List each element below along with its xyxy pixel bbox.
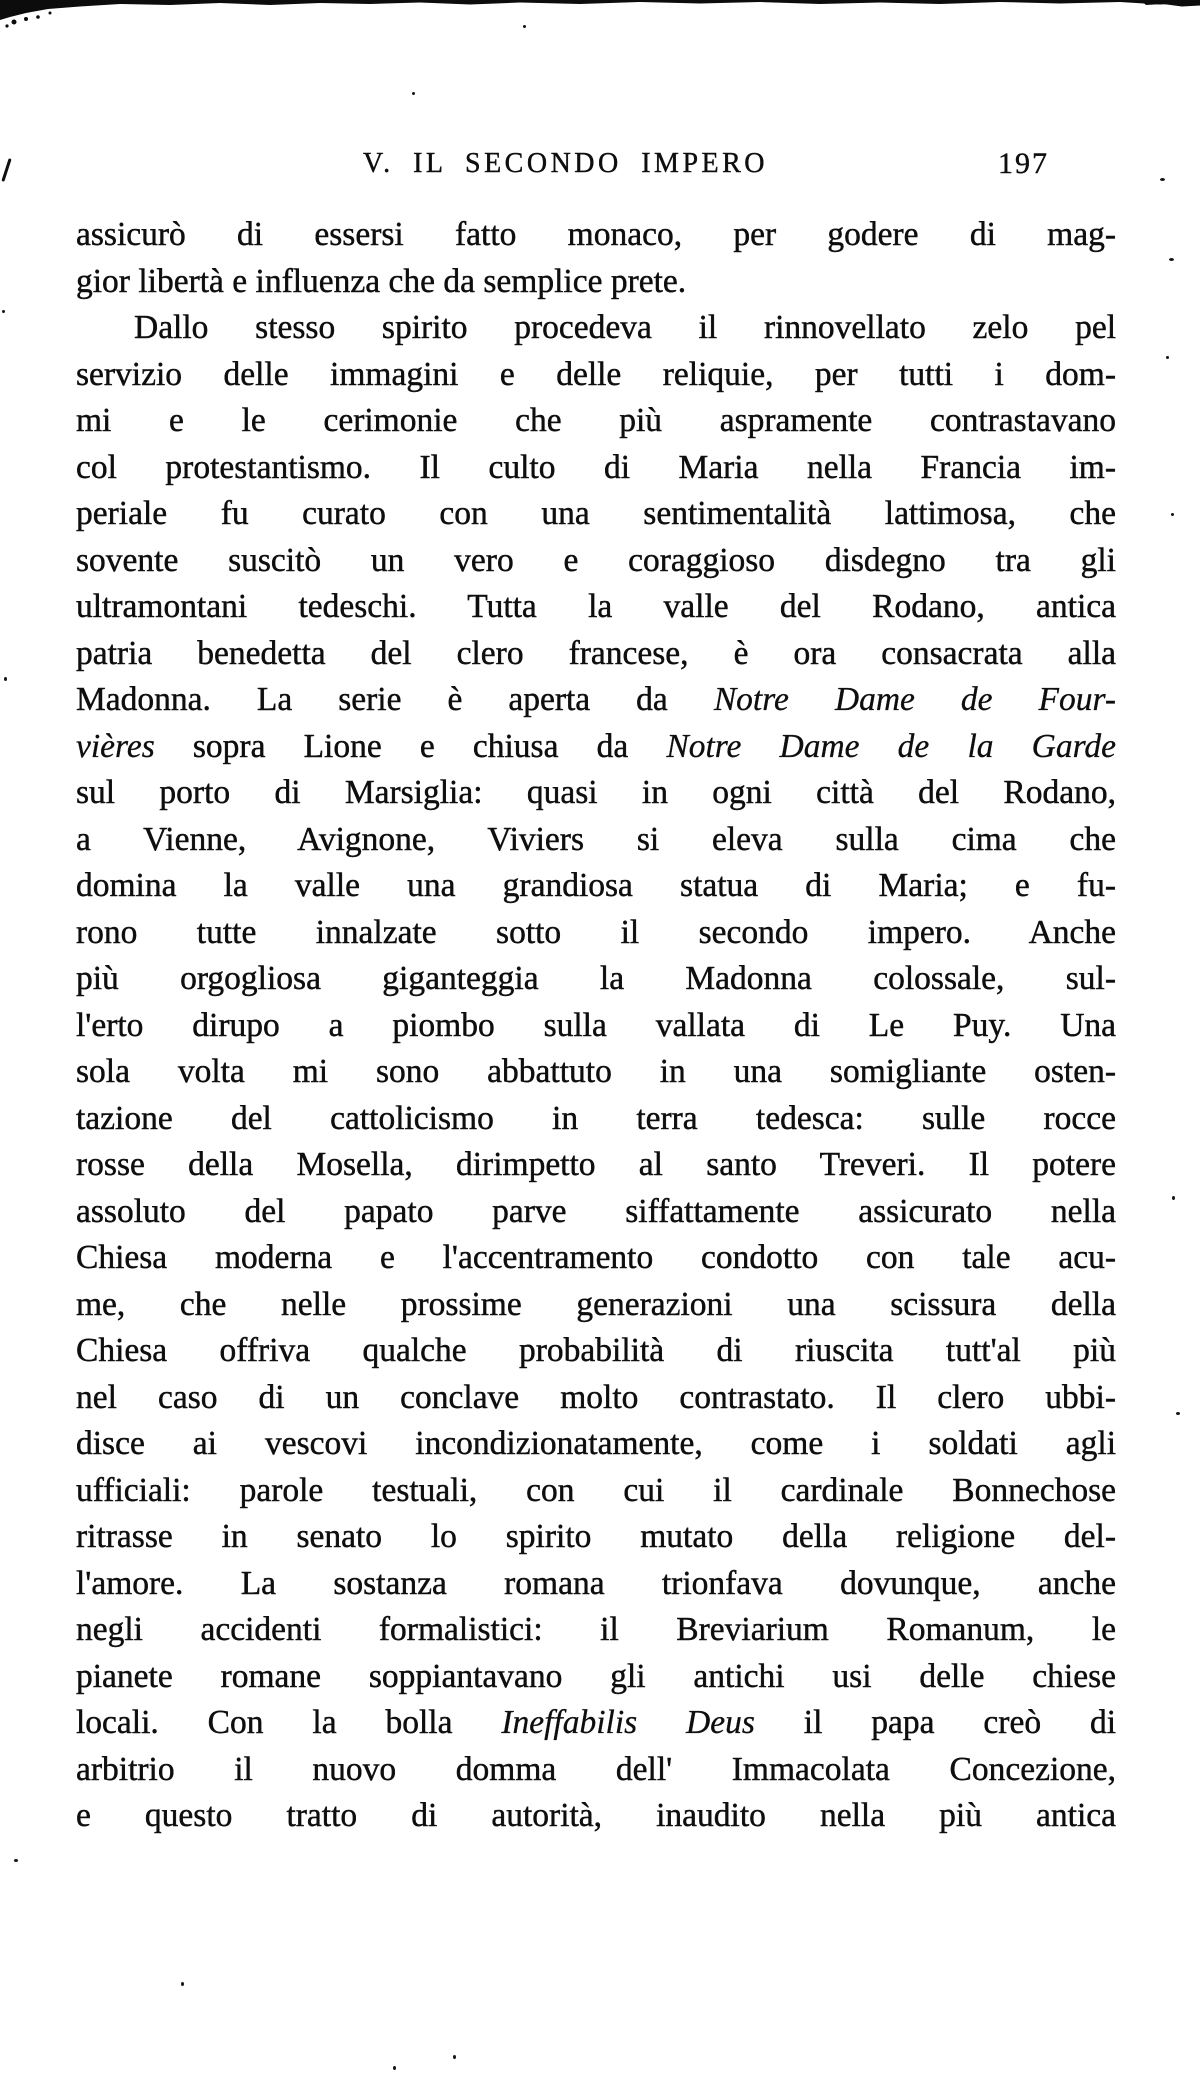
- text-line: a Vienne, Avignone, Viviers si eleva sulla cima che: [76, 820, 1116, 858]
- text-line: patria benedetta del clero francese, è ora consacrata alla: [76, 634, 1116, 672]
- text-line: e questo tratto di autorità, inaudito nella più antica: [76, 1797, 1116, 1834]
- text-line: mi e le cerimonie che più aspramente contrastavano: [76, 402, 1116, 439]
- text-line: l'amore. La sostanza romana trionfava dovunque, anche: [76, 1564, 1116, 1602]
- ink-speck: [181, 1982, 184, 1986]
- ink-speck: [412, 92, 415, 95]
- text-line: me, che nelle prossime generazioni una scissura della: [76, 1285, 1116, 1323]
- page-number: 197: [998, 147, 1049, 180]
- text-line: ritrasse in senato lo spirito mutato della religione del-: [76, 1518, 1116, 1555]
- text-line: periale fu curato con una sentimentalità lattimosa, che: [76, 495, 1116, 532]
- ink-speck: [1169, 258, 1174, 261]
- ink-speck: [14, 1859, 18, 1862]
- text-line: sul porto di Marsiglia: quasi in ogni città del Rodano,: [76, 774, 1116, 811]
- scan-torn-edge: [0, 0, 1200, 36]
- text-line: assicurò di essersi fatto monaco, per godere di mag-: [76, 216, 1116, 253]
- text-line: assoluto del papato parve siffattamente assicurato nella: [76, 1192, 1116, 1230]
- ink-speck: [1171, 513, 1174, 516]
- text-line: più orgogliosa giganteggia la Madonna colossale, sul-: [76, 960, 1116, 997]
- text-line: locali. Con la bolla Ineffabilis Deus il papa creò di: [76, 1704, 1117, 1741]
- running-head: [0, 148, 1200, 192]
- text-line: arbitrio il nuovo domma dell' Immacolata Concezione,: [76, 1750, 1116, 1788]
- text-line: col protestantismo. Il culto di Maria nella Francia im-: [76, 448, 1116, 486]
- text-line: Chiesa moderna e l'accentramento condotto con tale acu-: [76, 1239, 1116, 1276]
- ink-speck: [1166, 356, 1169, 359]
- text-line: rosse della Mosella, dirimpetto al santo Treveri. Il potere: [76, 1146, 1116, 1183]
- text-line: Madonna. La serie è aperta da Notre Dame de Four-: [76, 681, 1116, 718]
- text-line: disce ai vescovi incondizionatamente, come i soldati agli: [76, 1425, 1116, 1462]
- text-line: l'erto dirupo a piombo sulla vallata di Le Puy. Una: [76, 1006, 1116, 1044]
- text-line: Dallo stesso spirito procedeva il rinnovellato zelo pel: [134, 309, 1116, 346]
- ink-speck: [1172, 1196, 1175, 1200]
- page-text: [76, 212, 1116, 1840]
- ink-speck: [4, 677, 7, 681]
- chapter-title: V. IL SECONDO IMPERO: [363, 148, 769, 179]
- text-line: vières sopra Lione e chiusa da Notre Dame de la Garde: [76, 727, 1116, 765]
- text-line: nel caso di un conclave molto contrastato. Il clero ubbi-: [76, 1378, 1116, 1416]
- text-line: sola volta mi sono abbattuto in una somigliante osten-: [76, 1053, 1116, 1090]
- text-line: tazione del cattolicismo in terra tedesca: sulle rocce: [76, 1099, 1116, 1137]
- text-line: servizio delle immagini e delle reliquie, per tutti i dom-: [76, 355, 1116, 393]
- text-line: pianete romane soppiantavano gli antichi usi delle chiese: [76, 1657, 1116, 1695]
- ink-speck: [393, 2066, 396, 2070]
- text-line: ufficiali: parole testuali, con cui il cardinale Bonnechose: [76, 1471, 1116, 1509]
- text-line: domina la valle una grandiosa statua di Maria; e fu-: [76, 867, 1116, 904]
- text-line: Chiesa offriva qualche probabilità di riuscita tutt'al più: [76, 1332, 1116, 1369]
- text-line: negli accidenti formalistici: il Breviarium Romanum, le: [76, 1611, 1116, 1648]
- text-line: gior libertà e influenza che da semplice prete.: [76, 262, 687, 300]
- text-line: sovente suscitò un vero e coraggioso disdegno tra gli: [76, 541, 1116, 579]
- ink-speck: [453, 2055, 456, 2059]
- ink-speck: [1160, 178, 1165, 181]
- ink-speck: [1176, 1412, 1180, 1415]
- ink-speck: [2, 310, 5, 313]
- text-line: ultramontani tedeschi. Tutta la valle del Rodano, antica: [76, 588, 1116, 625]
- text-line: rono tutte innalzate sotto il secondo impero. Anche: [76, 913, 1116, 951]
- ink-speck: [523, 25, 526, 28]
